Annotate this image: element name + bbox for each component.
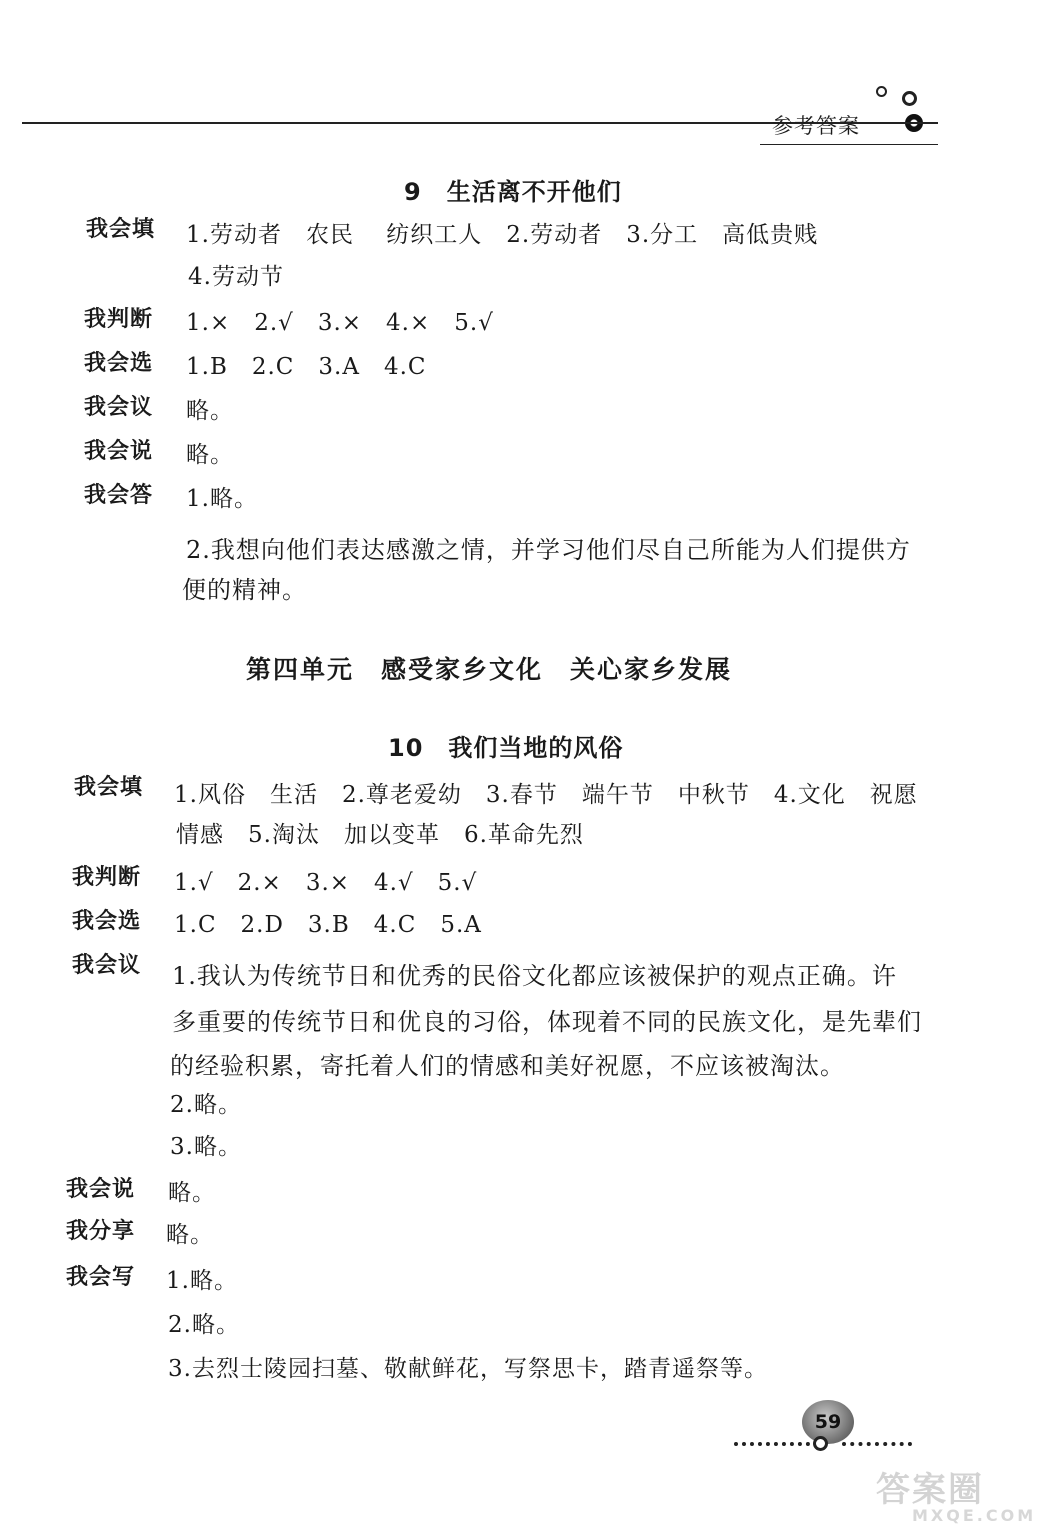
lesson-9-answer-line-2: 2.我想向他们表达感激之情，并学习他们尽自己所能为人们提供方 <box>186 536 911 564</box>
header-label: 参考答案 <box>772 114 860 138</box>
lesson-10-fill-label: 我会填 <box>74 775 144 800</box>
lesson-10-discuss-label: 我会议 <box>72 953 142 978</box>
lesson-9-fill-line-2: 4.劳动节 <box>188 264 284 290</box>
page-number: 59 <box>802 1400 854 1444</box>
lesson-10-fill-line-2: 情感 5.淘汰 加以变革 6.革命先烈 <box>176 822 584 848</box>
lesson-9-fill-line-1: 1.劳动者 农民 纺织工人 2.劳动者 3.分工 高低贵贱 <box>186 222 819 248</box>
lesson-10-discuss-line-3: 的经验积累，寄托着人们的情感和美好祝愿，不应该被淘汰。 <box>170 1052 845 1080</box>
lesson-10-judge-label: 我判断 <box>72 865 142 890</box>
lesson-10-share-line: 略。 <box>166 1222 214 1248</box>
lesson-9-answer-line-3: 便的精神。 <box>182 576 307 604</box>
lesson-9-answer-label: 我会答 <box>84 483 154 508</box>
lesson-10-discuss-line-2: 多重要的传统节日和优良的习俗，体现着不同的民族文化，是先辈们 <box>172 1008 922 1036</box>
lesson-9-speak-line: 略。 <box>186 442 234 468</box>
lesson-10-write-line-1: 1.略。 <box>166 1268 238 1294</box>
lesson-9-choose-line: 1.B 2.C 3.A 4.C <box>186 354 427 380</box>
lesson-9-judge-label: 我判断 <box>84 307 154 332</box>
page-number-dotted-rule-right <box>842 1436 912 1446</box>
lesson-10-write-line-3: 3.去烈士陵园扫墓、敬献鲜花，写祭思卡，踏青遥祭等。 <box>168 1356 768 1382</box>
lesson-9-speak-label: 我会说 <box>84 439 154 464</box>
page-number-dotted-rule-left <box>734 1436 810 1446</box>
watermark-logo <box>876 1462 1046 1528</box>
lesson-9-choose-label: 我会选 <box>84 351 154 376</box>
lesson-9-answer-line-1: 1.略。 <box>186 486 258 512</box>
lesson-9-judge-line: 1.× 2.√ 3.× 4.× 5.√ <box>186 310 494 336</box>
lesson-10-discuss-line-4: 2.略。 <box>170 1092 242 1118</box>
header-decoration-dot <box>902 91 917 106</box>
lesson-9-discuss-label: 我会议 <box>84 395 154 420</box>
lesson-9-discuss-line: 略。 <box>186 398 234 424</box>
lesson-10-title: 10 我们当地的风俗 <box>388 734 624 762</box>
unit-4-title: 第四单元 感受家乡文化 关心家乡发展 <box>246 655 733 684</box>
watermark-logo-text: 答案圈 <box>876 1470 984 1510</box>
watermark-logo-url: MXQE.COM <box>912 1506 1037 1525</box>
lesson-10-write-label: 我会写 <box>66 1265 136 1290</box>
lesson-10-judge-line: 1.√ 2.× 3.× 4.√ 5.√ <box>174 870 478 896</box>
page-number-ring-icon <box>813 1436 828 1451</box>
header-decoration-dot <box>876 86 887 97</box>
lesson-10-speak-line: 略。 <box>168 1180 216 1206</box>
lesson-9-fill-label: 我会填 <box>86 217 156 242</box>
lesson-10-discuss-line-5: 3.略。 <box>170 1134 242 1160</box>
lesson-10-speak-label: 我会说 <box>66 1177 136 1202</box>
lesson-10-choose-line: 1.C 2.D 3.B 4.C 5.A <box>174 912 482 938</box>
lesson-10-share-label: 我分享 <box>66 1219 136 1244</box>
lesson-9-title: 9 生活离不开他们 <box>404 178 622 206</box>
lesson-10-choose-label: 我会选 <box>72 909 142 934</box>
lesson-10-write-line-2: 2.略。 <box>168 1312 240 1338</box>
header-rule-short <box>760 144 938 145</box>
lesson-10-fill-line-1: 1.风俗 生活 2.尊老爱幼 3.春节 端午节 中秋节 4.文化 祝愿 <box>174 782 918 808</box>
lesson-10-discuss-line-1: 1.我认为传统节日和优秀的民俗文化都应该被保护的观点正确。许 <box>172 962 897 990</box>
